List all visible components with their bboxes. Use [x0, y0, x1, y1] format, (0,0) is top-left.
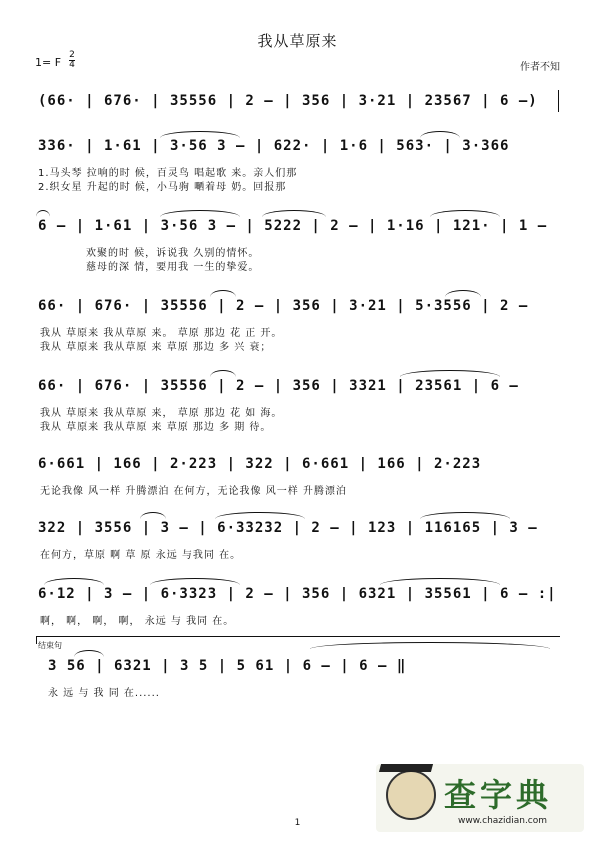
lyric-row-9: 永 远 与 我 同 在......	[48, 688, 160, 699]
score-row-4-notes: 66· | 676· | 35556 | 2 – | 356 | 3·21 | 5·3556 | 2 –	[38, 298, 529, 314]
lyric-row-5-verse-2: 我从 草原来 我从草原 来 草原 那边 多 期 待。	[40, 422, 272, 433]
page-title: 我从草原来	[257, 32, 338, 50]
score-row-2-notes: 336· | 1·61 | 3·56 3 – | 622· | 1·6 | 563· | 3·366	[38, 138, 510, 154]
slur	[262, 210, 326, 217]
score-row-7-notes: 322 | 3556 | 3 – | 6·33232 | 2 – | 123 | 116165 | 3 –	[38, 520, 538, 536]
ending-bracket-hook	[36, 636, 37, 644]
key-signature: 1= F	[35, 56, 62, 69]
slur	[160, 131, 240, 138]
lyric-row-3-verse-2: 慈母的深 情，要用我 一生的挚爱。	[86, 262, 260, 273]
lyric-row-6: 无论我像 风一样 升腾漂泊 在何方，无论我像 风一样 升腾漂泊	[40, 486, 347, 497]
slur	[210, 370, 236, 377]
lyric-row-2-verse-1: 1.马头琴 拉响的时 候，百灵鸟 唱起歌 来。亲人们那	[38, 168, 298, 179]
slur	[400, 370, 500, 377]
slur	[150, 578, 240, 585]
barline-row-1-end	[558, 90, 559, 112]
score-row-8-notes: 6·12 | 3 – | 6·3323 | 2 – | 356 | 6321 | 35561 | 6 – :|	[38, 586, 557, 602]
score-row-1-notes: (66· | 676· | 35556 | 2 – | 356 | 3·21 | 23567 | 6 –)	[38, 93, 538, 109]
lyric-row-3-verse-1: 欢聚的时 候，诉说我 久别的情怀。	[86, 248, 260, 259]
graduation-cap-icon	[379, 764, 433, 772]
lyric-row-2-verse-2: 2.织女星 升起的时 候，小马驹 嗮着母 奶。回报那	[38, 182, 287, 193]
score-row-6-notes: 6·661 | 166 | 2·223 | 322 | 6·661 | 166 | 2·223	[38, 456, 482, 472]
slur	[140, 512, 166, 519]
score-row-3-notes: 6 – | 1·61 | 3·56 3 – | 5222 | 2 – | 1·16 | 121· | 1 –	[38, 218, 548, 234]
lyric-row-5-verse-1: 我从 草原来 我从草原 来， 草原 那边 花 如 海。	[40, 408, 283, 419]
slur	[420, 512, 510, 519]
watermark-brand: 查字典	[444, 776, 553, 814]
score-row-5-notes: 66· | 676· | 35556 | 2 – | 356 | 3321 | 23561 | 6 –	[38, 378, 519, 394]
lyric-row-8: 啊， 啊， 啊， 啊， 永远 与 我同 在。	[40, 616, 235, 627]
slur	[310, 642, 550, 649]
ending-label: 结束句	[38, 641, 62, 650]
author-credit: 作者不知	[520, 62, 560, 73]
ending-bracket	[36, 636, 560, 637]
slur	[430, 210, 500, 217]
lyric-row-7: 在何方，草原 啊 草 原 永远 与我同 在。	[40, 550, 242, 561]
meter-bottom: 4	[69, 60, 75, 70]
slur	[215, 512, 305, 519]
slur	[380, 578, 500, 585]
slur	[210, 290, 236, 297]
slur	[36, 210, 50, 217]
mascot-face-icon	[386, 770, 436, 820]
slur	[445, 290, 481, 297]
slur	[74, 650, 104, 657]
slur	[420, 131, 460, 138]
slur	[44, 578, 104, 585]
meter-top: 2	[69, 50, 75, 60]
slur	[160, 210, 240, 217]
time-signature	[68, 51, 76, 70]
lyric-row-4-verse-2: 我从 草原来 我从草原 来 草原 那边 多 兴 衰；	[40, 342, 272, 353]
watermark-url[interactable]: www.chazidian.com	[458, 816, 548, 826]
page-number: 1	[294, 818, 301, 828]
score-row-9-notes: 3 56 | 6321 | 3 5 | 5 61 | 6 – | 6 – ‖	[48, 658, 407, 674]
lyric-row-4-verse-1: 我从 草原来 我从草原 来。 草原 那边 花 正 开。	[40, 328, 283, 339]
